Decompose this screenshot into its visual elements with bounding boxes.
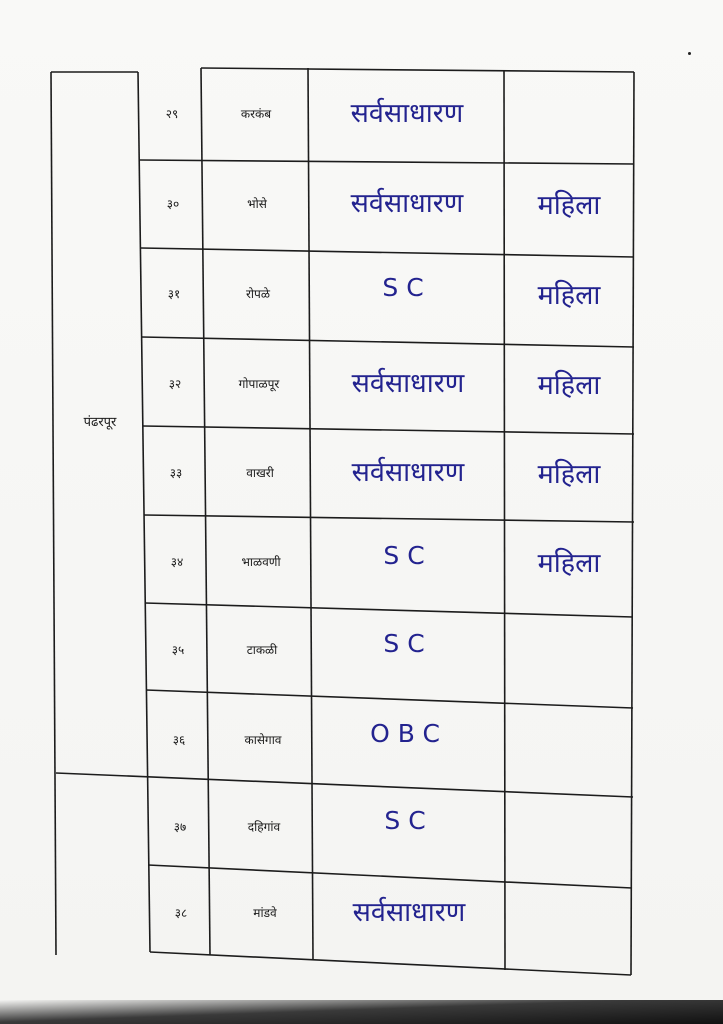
village-name: गोपाळपूर: [238, 377, 280, 391]
category-handwritten: SC: [383, 541, 433, 570]
row-separator: [142, 337, 634, 347]
village-name: दहिगांव: [247, 820, 281, 834]
category-handwritten: सर्वसाधारण: [350, 98, 464, 129]
row-separator: [143, 426, 634, 434]
grid-top-border: [201, 68, 634, 72]
woman-reserved-handwritten: महिला: [537, 280, 601, 311]
woman-reserved-handwritten: महिला: [537, 548, 601, 579]
row-number: ३७: [173, 820, 187, 834]
row-separator: [146, 690, 633, 708]
scan-bottom-shadow: [0, 1000, 723, 1024]
woman-reserved-handwritten: महिला: [537, 459, 601, 490]
row-number: ३६: [172, 733, 186, 747]
village-name: वाखरी: [246, 466, 274, 480]
row-separator-with-taluka: [56, 773, 633, 797]
category-handwritten: सर्वसाधारण: [350, 188, 464, 219]
row-number: ३१: [167, 287, 181, 301]
category-handwritten: सर्वसाधारण: [351, 457, 465, 488]
category-handwritten: SC: [384, 806, 434, 835]
category-handwritten: सर्वसाधारण: [351, 368, 465, 399]
village-name: कासेगाव: [244, 733, 282, 747]
row-number: ३०: [166, 197, 180, 211]
category-handwritten: OBC: [370, 719, 448, 748]
row-number: ३८: [174, 906, 188, 920]
taluka-name: पंढरपूर: [83, 415, 117, 430]
village-name: टाकळी: [246, 643, 278, 657]
grid-left-border: [51, 72, 56, 955]
village-name: भाळवणी: [241, 555, 281, 569]
row-separator: [148, 865, 632, 888]
row-separator: [144, 515, 634, 522]
row-number: ३५: [171, 643, 185, 657]
row-number: ३४: [170, 555, 184, 569]
village-name: करकंब: [240, 107, 272, 121]
row-number: ३२: [168, 377, 182, 391]
village-name: रोपळे: [246, 287, 270, 301]
row-number: २९: [165, 107, 179, 121]
village-name: भोसे: [247, 197, 267, 211]
woman-reserved-handwritten: महिला: [537, 370, 601, 401]
woman-reserved-handwritten: महिला: [537, 190, 601, 221]
row-separator: [145, 603, 633, 617]
row-separator: [140, 160, 634, 164]
category-handwritten: SC: [382, 273, 432, 302]
row-number: ३३: [169, 466, 183, 480]
category-handwritten: सर्वसाधारण: [352, 897, 466, 928]
grid-bottom-border: [150, 952, 631, 975]
row-separator: [141, 248, 634, 257]
village-name: मांडवे: [253, 906, 277, 920]
category-handwritten: SC: [383, 629, 433, 658]
